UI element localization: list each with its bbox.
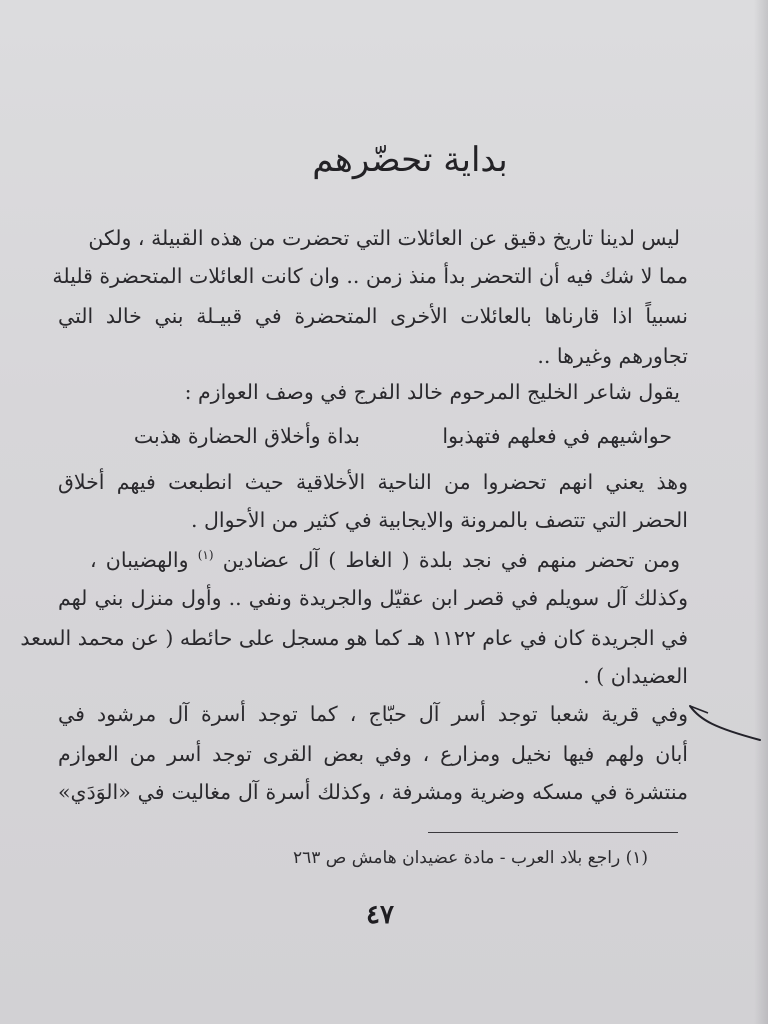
body-line-8-tail: والهضيبان ، [90,548,189,572]
body-line-10: في الجريدة كان في عام ١١٢٢ هـ كما هو مسجل على حائطه ( عن محمد السعد [20,626,688,650]
body-line-9: وكذلك آل سويلم في قصر ابن عقيّل والجريدة ونفي .. وأول منزل بني لهم [58,586,688,610]
verse-second-hemistich: حواشيهم في فعلهم فتهذبوا [442,424,672,448]
verse-first-hemistich: بداة وأخلاق الحضارة هذبت [133,424,360,448]
body-line-11: العضيدان ) . [583,664,688,688]
body-line-8 [90,548,680,572]
body-line-13: أبان ولهم فيها نخيل ومزارع ، وفي بعض القرى توجد أسر من العوازم [58,742,688,766]
body-line-3: نسبياً اذا قارناها بالعائلات الأخرى المتحضرة في قبيـلة بني خالد التي [58,304,689,328]
footnote: (١) راجع بلاد العرب - مادة عضيدان هامش ص ٢٦٣ [292,848,648,868]
body-line-7: الحضر التي تتصف بالمرونة والايجابية في كثير من الأحوال . [191,508,688,532]
footnote-rule [428,832,678,833]
footnote-marker: (١) [197,548,214,563]
body-line-14: منتشرة في مسكه وضرية ومشرفة ، وكذلك أسرة آل مغاليت في «الوَدَي» [58,780,688,804]
chapter-title: بداية تحضّرهم [312,140,508,180]
body-line-6: وهذ يعني انهم تحضروا من الناحية الأخلاقية حيث انطبعت فيهم أخلاق [58,470,688,494]
body-line-1: ليس لدينا تاريخ دقيق عن العائلات التي تحضرت من هذه القبيلة ، ولكن [88,226,680,250]
page-number: ٤٧ [366,900,394,930]
body-line-5: يقول شاعر الخليج المرحوم خالد الفرج في وصف العوازم : [184,380,680,404]
body-line-4: تجاورهم وغيرها .. [537,344,688,368]
body-line-2: مما لا شك فيه أن التحضر بدأ منذ زمن .. وان كانت العائلات المتحضرة قليلة [52,264,688,288]
page-shadow-edge [754,0,768,1024]
body-line-8-text: ومن تحضر منهم في نجد بلدة ( الغاط ) آل عضادين [222,548,680,572]
body-line-12: وفي قرية شعبا توجد أسر آل حبّاج ، كما توجد أسرة آل مرشود في [58,702,688,726]
